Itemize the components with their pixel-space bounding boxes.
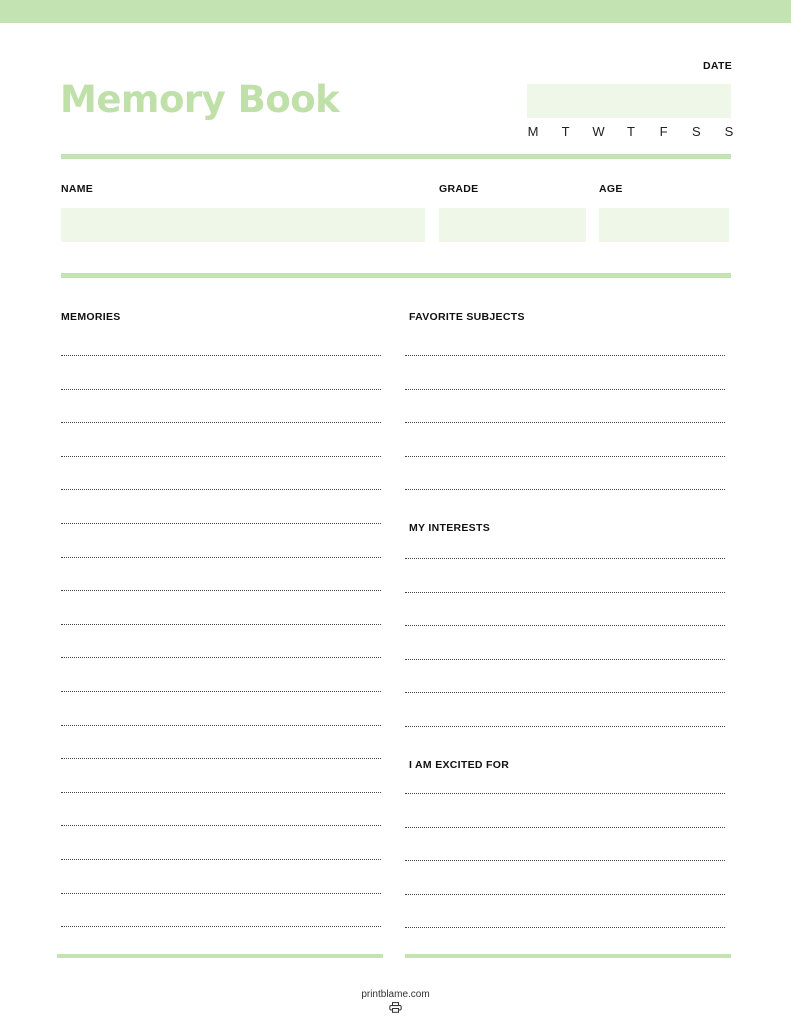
my-interests-line[interactable]	[405, 625, 725, 626]
memories-line[interactable]	[61, 792, 381, 793]
excited-for-line[interactable]	[405, 860, 725, 861]
memories-line[interactable]	[61, 691, 381, 692]
memories-heading: MEMORIES	[61, 311, 121, 323]
memories-bottom-rule	[57, 954, 383, 958]
memories-line[interactable]	[61, 422, 381, 423]
favorite-subjects-line[interactable]	[405, 489, 725, 490]
my-interests-line[interactable]	[405, 692, 725, 693]
memories-line[interactable]	[61, 893, 381, 894]
footer-site: printblame.com	[361, 989, 430, 1000]
day-saturday[interactable]: S	[691, 124, 701, 139]
date-label: DATE	[703, 60, 733, 72]
my-interests-line[interactable]	[405, 726, 725, 727]
memories-line[interactable]	[61, 825, 381, 826]
favorite-subjects-line[interactable]	[405, 389, 725, 390]
my-interests-line[interactable]	[405, 659, 725, 660]
memories-line[interactable]	[61, 456, 381, 457]
excited-for-line[interactable]	[405, 927, 725, 928]
info-divider	[61, 273, 731, 278]
page-title: Memory Book	[60, 78, 340, 121]
excited-for-line[interactable]	[405, 827, 725, 828]
my-interests-line[interactable]	[405, 592, 725, 593]
day-wednesday[interactable]: W	[592, 124, 605, 139]
weekday-selector	[527, 124, 735, 139]
favorite-subjects-line[interactable]	[405, 456, 725, 457]
excited-for-line[interactable]	[405, 894, 725, 895]
memories-line[interactable]	[61, 657, 381, 658]
memories-line[interactable]	[61, 523, 381, 524]
memories-line[interactable]	[61, 725, 381, 726]
name-field[interactable]	[61, 208, 425, 242]
day-tuesday[interactable]: T	[561, 124, 570, 139]
printer-icon	[389, 1002, 402, 1013]
favorite-subjects-heading: FAVORITE SUBJECTS	[409, 311, 525, 323]
excited-for-line[interactable]	[405, 793, 725, 794]
memories-line[interactable]	[61, 926, 381, 927]
memories-line[interactable]	[61, 389, 381, 390]
memories-line[interactable]	[61, 355, 381, 356]
name-label: NAME	[61, 183, 94, 195]
grade-label: GRADE	[439, 183, 479, 195]
day-monday[interactable]: M	[527, 124, 539, 139]
favorite-subjects-line[interactable]	[405, 355, 725, 356]
date-field[interactable]	[527, 84, 731, 118]
my-interests-heading: MY INTERESTS	[409, 522, 491, 534]
header-divider	[61, 154, 731, 159]
memories-line[interactable]	[61, 624, 381, 625]
grade-field[interactable]	[439, 208, 586, 242]
excited-for-heading: I AM EXCITED FOR	[409, 759, 510, 771]
memories-line[interactable]	[61, 557, 381, 558]
memories-line[interactable]	[61, 489, 381, 490]
memories-line[interactable]	[61, 758, 381, 759]
age-label: AGE	[599, 183, 623, 195]
day-sunday[interactable]: S	[724, 124, 734, 139]
right-column-bottom-rule	[405, 954, 731, 958]
memories-line[interactable]	[61, 590, 381, 591]
my-interests-line[interactable]	[405, 558, 725, 559]
memories-line[interactable]	[61, 859, 381, 860]
day-thursday[interactable]: T	[626, 124, 635, 139]
favorite-subjects-line[interactable]	[405, 422, 725, 423]
age-field[interactable]	[599, 208, 729, 242]
day-friday[interactable]: F	[659, 124, 668, 139]
top-band	[0, 0, 791, 23]
